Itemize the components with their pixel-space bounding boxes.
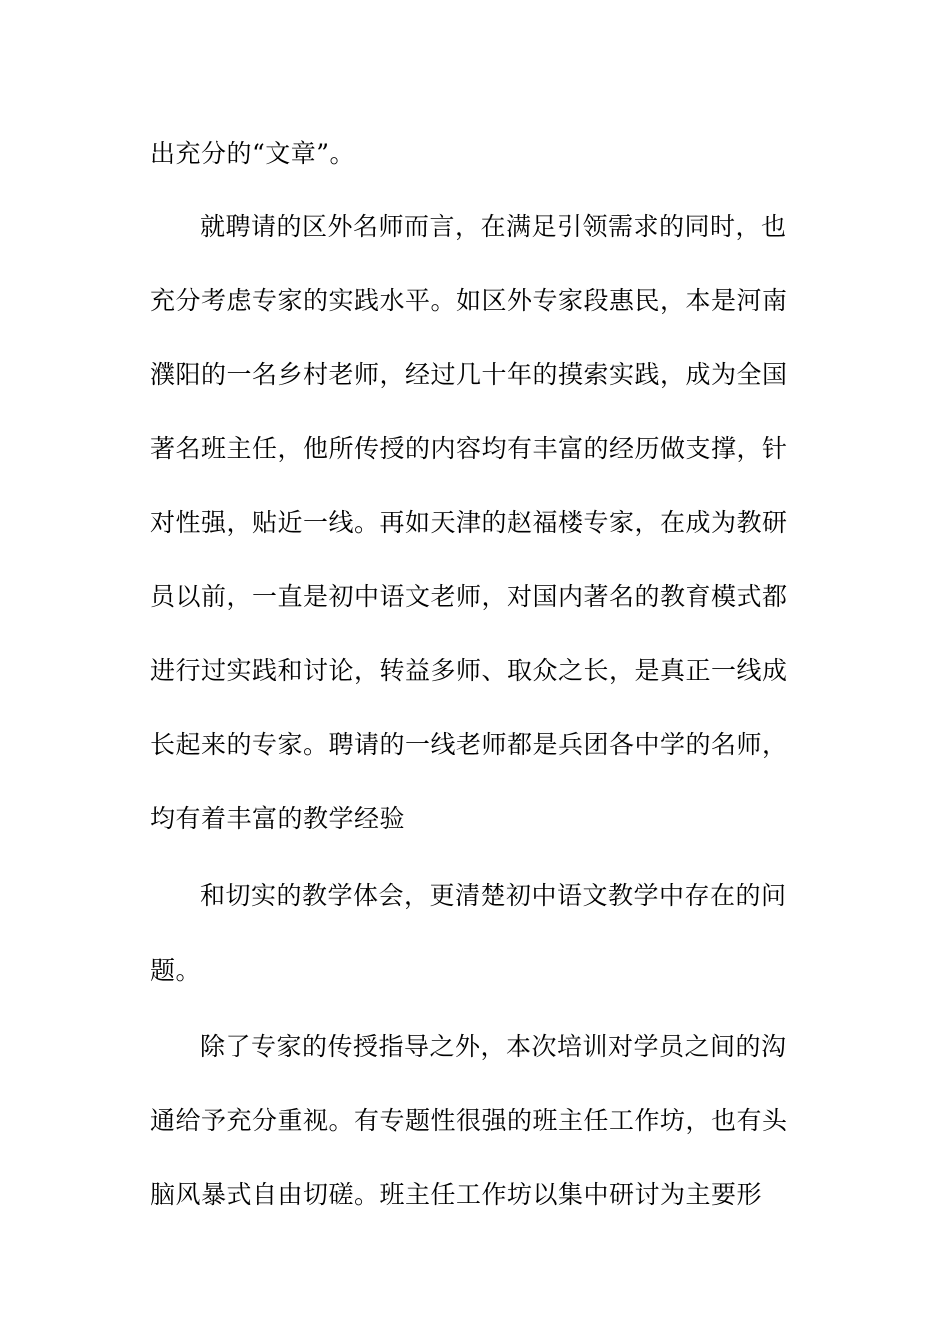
text-line: 对性强，贴近一线。再如天津的赵福楼专家，在成为教研 xyxy=(150,508,788,537)
text-line: 脑风暴式自由切磋。班主任工作坊以集中研讨为主要形 xyxy=(150,1180,763,1209)
paragraph-start-line: 就聘请的区外名师而言，在满足引领需求的同时，也 xyxy=(200,212,787,241)
text-line: 员以前，一直是初中语文老师，对国内著名的教育模式都 xyxy=(150,582,788,611)
text-line: 充分考虑专家的实践水平。如区外专家段惠民，本是河南 xyxy=(150,286,788,315)
text-line: 题。 xyxy=(150,956,202,985)
text-line: 著名班主任，他所传授的内容均有丰富的经历做支撑，针 xyxy=(150,434,788,463)
paragraph-start-line: 和切实的教学体会，更清楚初中语文教学中存在的问 xyxy=(200,881,787,910)
text-line: 出充分的“文章”。 xyxy=(150,139,356,168)
text-line: 均有着丰富的教学经验 xyxy=(150,804,406,833)
text-line: 通给予充分重视。有专题性很强的班主任工作坊，也有头 xyxy=(150,1106,788,1135)
text-line: 进行过实践和讨论，转益多师、取众之长，是真正一线成 xyxy=(150,656,788,685)
text-line: 濮阳的一名乡村老师，经过几十年的摸索实践，成为全国 xyxy=(150,360,788,389)
text-line: 长起来的专家。聘请的一线老师都是兵团各中学的名师， xyxy=(150,730,788,759)
paragraph-start-line: 除了专家的传授指导之外，本次培训对学员之间的沟 xyxy=(200,1032,787,1061)
